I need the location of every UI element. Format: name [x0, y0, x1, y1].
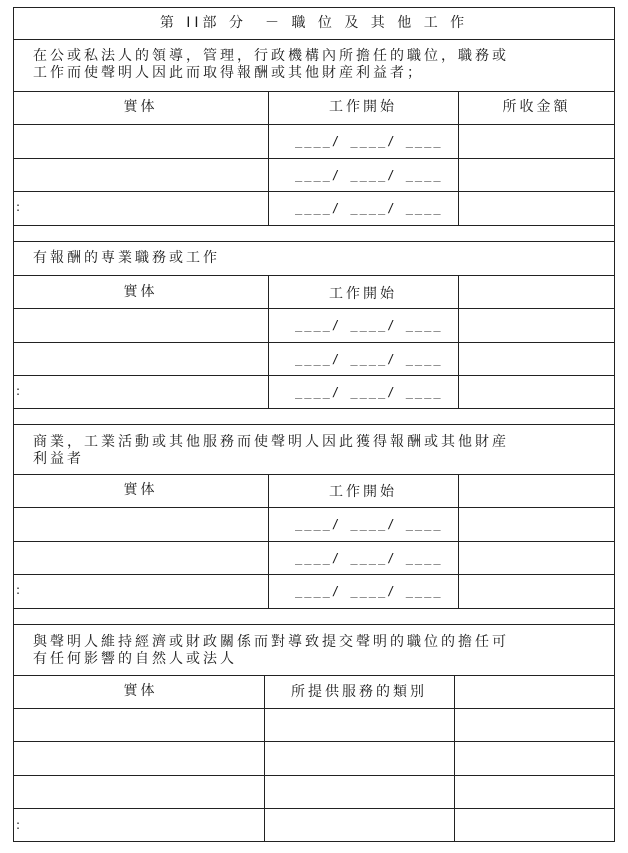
page-title: 第 II部 分 － 職 位 及 其 他 工 作 [159, 15, 469, 31]
row-line [13, 342, 615, 343]
divider [13, 275, 615, 276]
row-line [13, 574, 615, 575]
date-field[interactable]: ____/ ____/ ____ [295, 551, 443, 565]
section3-col-entity: 實体 [123, 482, 158, 498]
row-line [13, 191, 615, 192]
section-divider [13, 624, 615, 625]
date-field[interactable]: ____/ ____/ ____ [295, 584, 443, 598]
date-field[interactable]: ____/ ____/ ____ [295, 385, 443, 399]
row-line [13, 408, 615, 409]
divider [13, 507, 615, 508]
section4-col-entity: 實体 [123, 683, 158, 699]
row-line [13, 741, 615, 742]
row-marker: : [16, 818, 21, 832]
section3-heading-line2: 利益者 [33, 451, 84, 467]
section3-heading-line1: 商業，工業活動或其他服務而使聲明人因此獲得報酬或其他財産 [33, 434, 509, 450]
section3-col-start: 工作開始 [329, 484, 397, 500]
section4-heading-line2: 有任何影響的自然人或法人 [33, 651, 237, 667]
column-divider [454, 675, 455, 842]
section4-heading-line1: 與聲明人維持經濟或財政關係而對導致提交聲明的職位的擔任可 [33, 634, 509, 650]
section1-col-start: 工作開始 [329, 99, 397, 115]
column-divider [264, 675, 265, 842]
divider [13, 91, 615, 92]
date-field[interactable]: ____/ ____/ ____ [295, 168, 443, 182]
row-line [13, 158, 615, 159]
section-divider [13, 424, 615, 425]
row-line [13, 608, 615, 609]
date-field[interactable]: ____/ ____/ ____ [295, 134, 443, 148]
divider [13, 708, 615, 709]
row-line [13, 808, 615, 809]
section1-col-amount: 所收金額 [502, 99, 571, 115]
row-line [13, 225, 615, 226]
divider [13, 308, 615, 309]
section1-col-entity: 實体 [123, 99, 158, 115]
date-field[interactable]: ____/ ____/ ____ [295, 318, 443, 332]
row-line [13, 541, 615, 542]
date-field[interactable]: ____/ ____/ ____ [295, 201, 443, 215]
divider [13, 39, 615, 40]
date-field[interactable]: ____/ ____/ ____ [295, 352, 443, 366]
section-divider [13, 241, 615, 242]
section2-col-entity: 實体 [123, 284, 158, 300]
section2-heading-line1: 有報酬的専業職務或工作 [33, 250, 220, 266]
section1-heading-line1: 在公或私法人的領導，管理，行政機構內所擔任的職位，職務或 [33, 48, 509, 64]
divider [13, 124, 615, 125]
divider [13, 675, 615, 676]
section1-heading-line2: 工作而使聲明人因此而取得報酬或其他財産利益者； [33, 65, 424, 81]
section2-col-start: 工作開始 [329, 286, 397, 302]
section4-col-service: 所提供服務的類別 [291, 684, 427, 700]
date-field[interactable]: ____/ ____/ ____ [295, 517, 443, 531]
divider [13, 474, 615, 475]
row-line [13, 775, 615, 776]
row-marker: : [16, 583, 21, 597]
row-marker: : [16, 384, 21, 398]
row-line [13, 375, 615, 376]
row-marker: : [16, 200, 21, 214]
